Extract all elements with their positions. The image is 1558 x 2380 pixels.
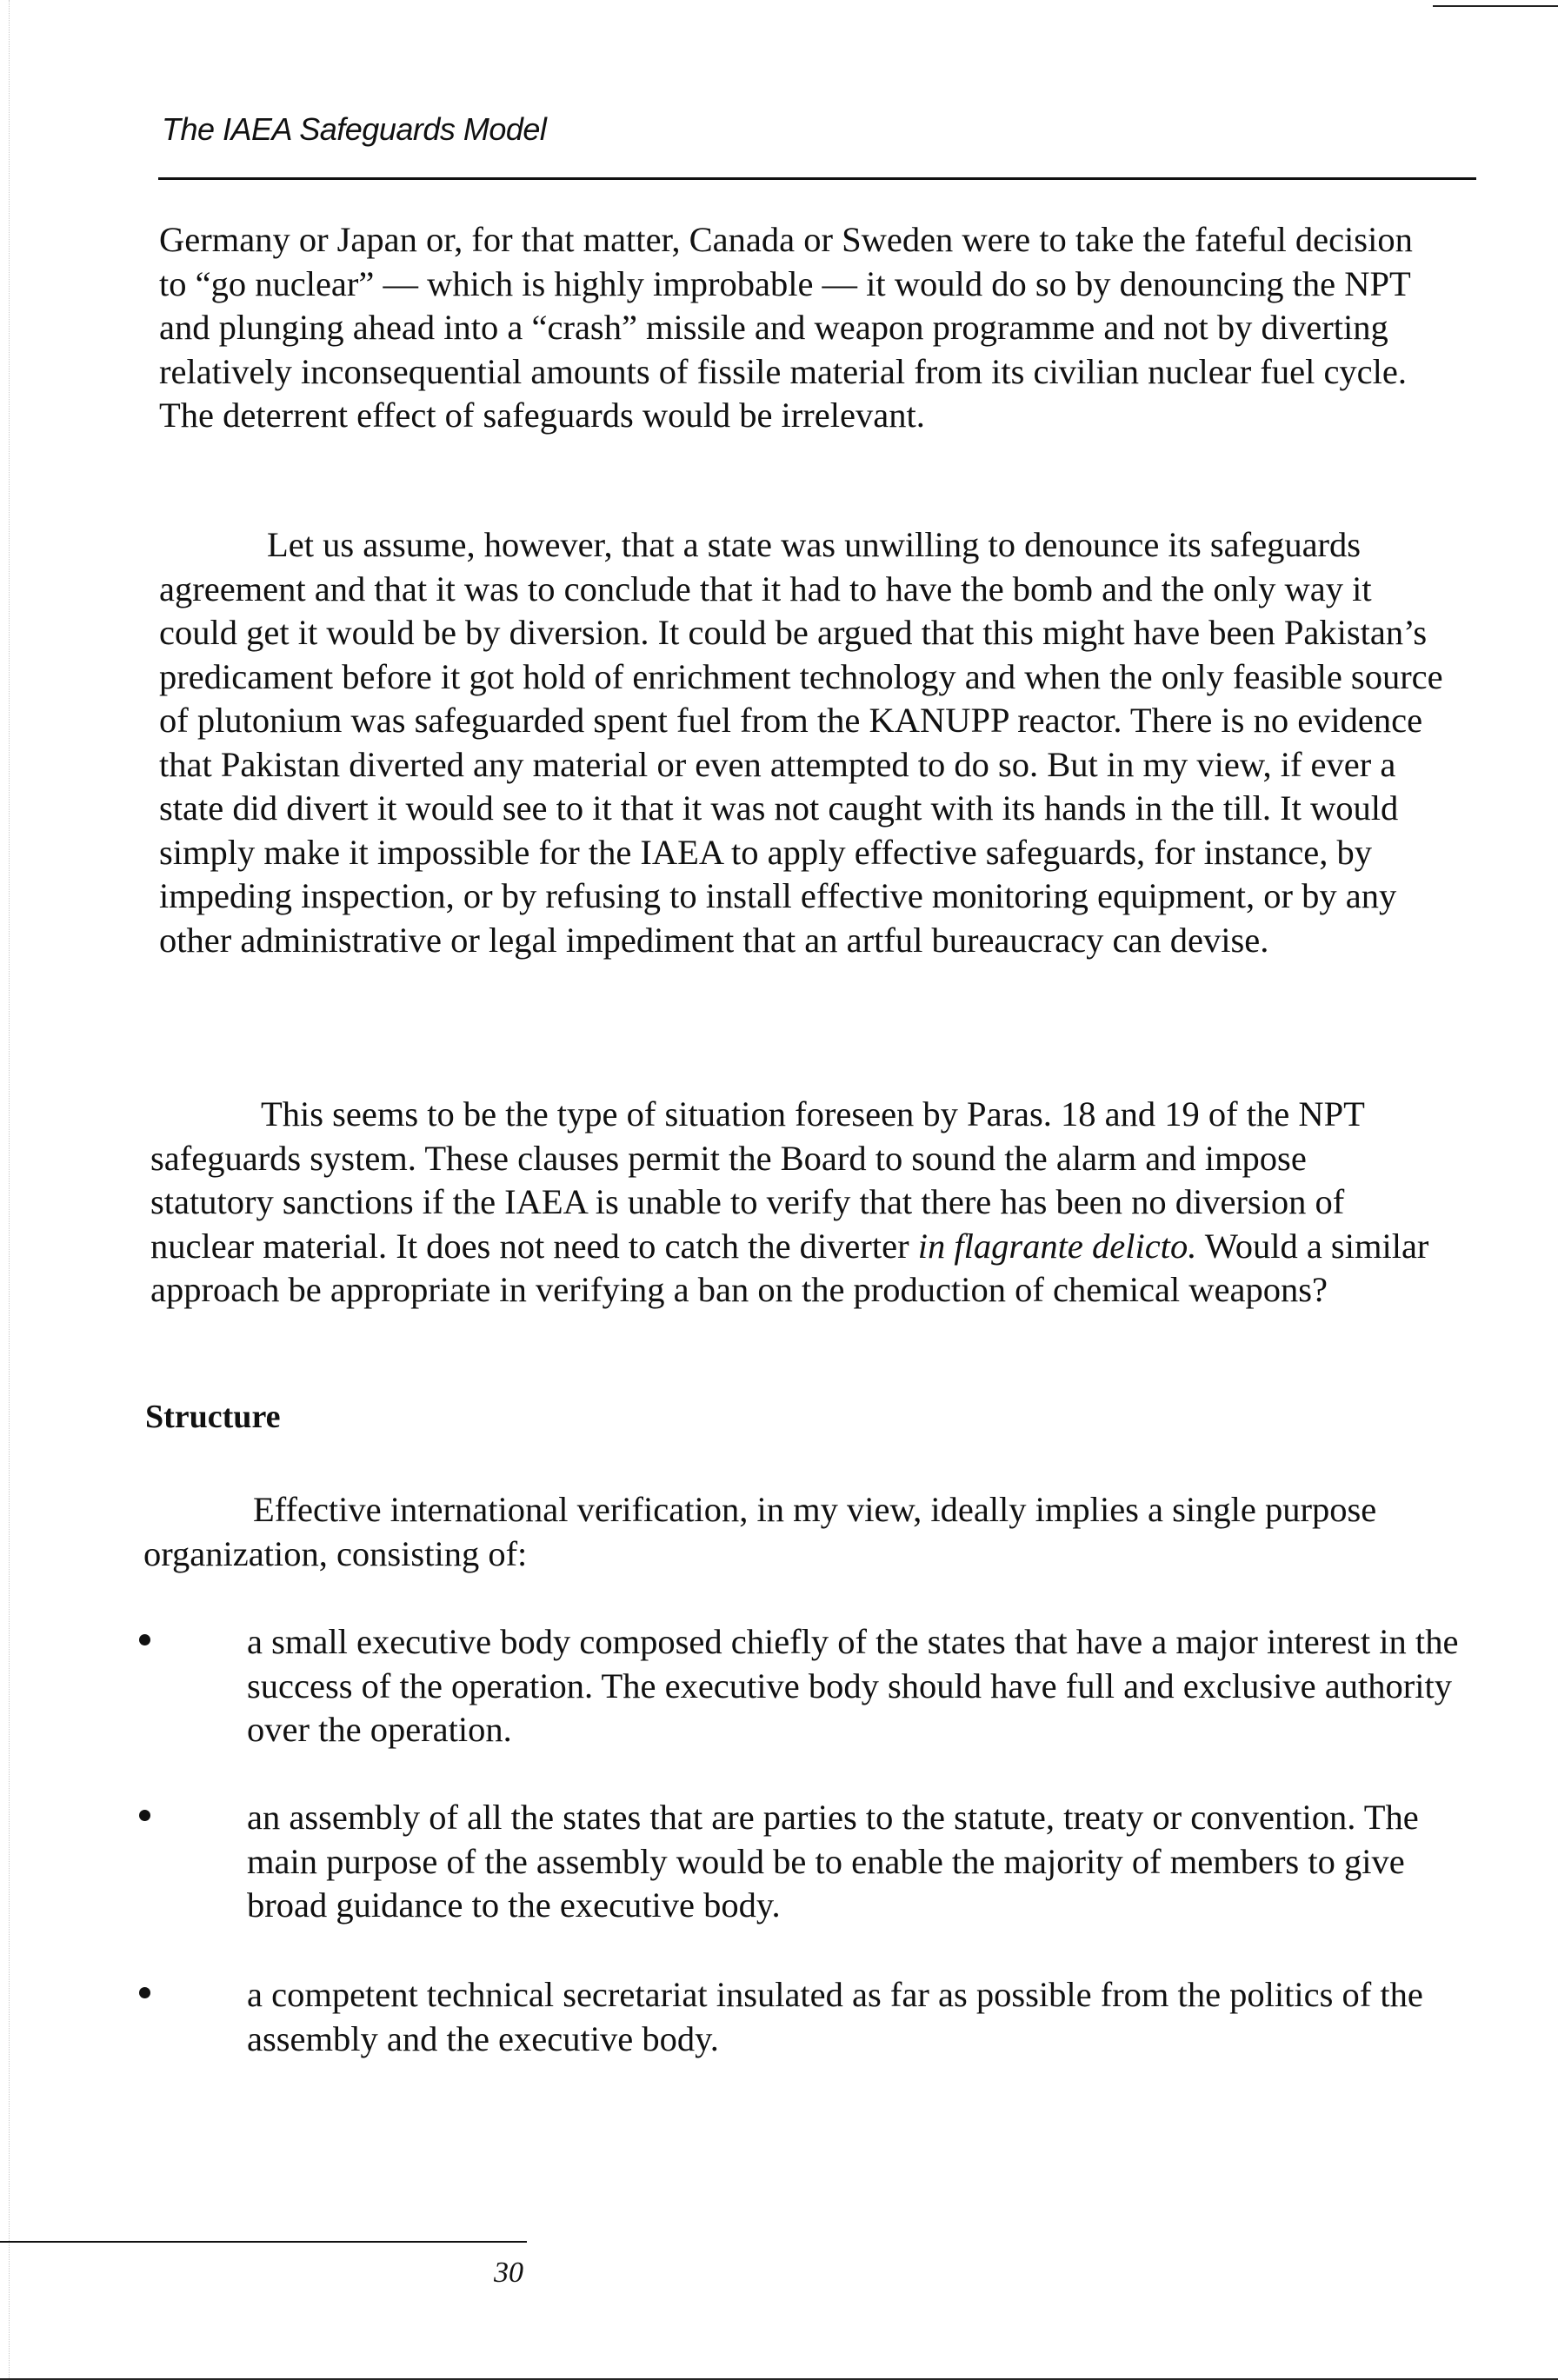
- section-heading: Structure: [145, 1399, 281, 1435]
- paragraph-3: [150, 1093, 1437, 1313]
- top-corner-rule: [1433, 5, 1558, 7]
- paragraph-3-text-after: Would a similar approach be appropriate in verifying a ban on the production of chemical weapons?: [150, 1226, 1429, 1309]
- list-item-text: an assembly of all the states that are parties to the statute, treaty or convention. The main purpose of the assembly would be to enable the majority of members to give broad guidance to the executive body.: [247, 1798, 1419, 1925]
- footer-rule: [0, 2241, 527, 2243]
- paragraph-3-text-before: This seems to be the type of situation foreseen by Paras. 18 and 19 of the NPT safeguards system. These clauses permit the Board to sound the alarm and impose statutory sanctions if the IAEA is unable to verify that there has been no diversion of nuclear material. It does not need to catch the diverter: [150, 1094, 1365, 1266]
- header-rule: [158, 177, 1476, 180]
- paragraph-2: Let us assume, however, that a state was unwilling to denounce its safeguards agreement and that it was to conclude that it had to have the bomb and the only way it could get it would be by diversion. It could be argued that this might have been Pakistan’s predicament before it got hold of enrichment technology and when the only feasible source of plutonium was safeguarded spent fuel from the KANUPP reactor. There is no evidence that Pakistan diverted any material or even attempted to do so. But in my view, if ever a state did divert it would see to it that it was not caught with its hands in the till. It would simply make it impossible for the IAEA to apply effective safeguards, for instance, by impeding inspection, or by refusing to install effective monitoring equipment, or by any other administrative or legal impediment that an artful bureaucracy can devise.: [159, 525, 1443, 960]
- scan-edge-marks: [9, 0, 10, 2380]
- running-head: The IAEA Safeguards Model: [162, 111, 547, 147]
- page-number: 30: [494, 2257, 523, 2289]
- bullet-icon: [139, 1810, 150, 1821]
- paragraph-3-latin-phrase: in flagrante delicto.: [917, 1226, 1197, 1266]
- list-item-text: a competent technical secretariat insulated as far as possible from the politics of the assembly and the executive body.: [247, 1975, 1423, 2058]
- list-item-text: a small executive body composed chiefly of the states that have a major interest in the success of the operation. The executive body should have full and exclusive authority over the operation.: [247, 1622, 1459, 1749]
- paragraph-1: Germany or Japan or, for that matter, Canada or Sweden were to take the fateful decision to “go nuclear” — which is highly improbable — it would do so by denouncing the NPT and plunging ahead into a “crash” missile and weapon programme and not by diverting relatively inconsequential amounts of fissile material from its civilian nuclear fuel cycle. The deterrent effect of safeguards would be irrelevant.: [159, 220, 1413, 435]
- bullet-icon: [139, 1987, 150, 1998]
- bullet-icon: [139, 1634, 150, 1645]
- structure-intro: Effective international verification, in my view, ideally implies a single purpose organization, consisting of:: [143, 1490, 1377, 1573]
